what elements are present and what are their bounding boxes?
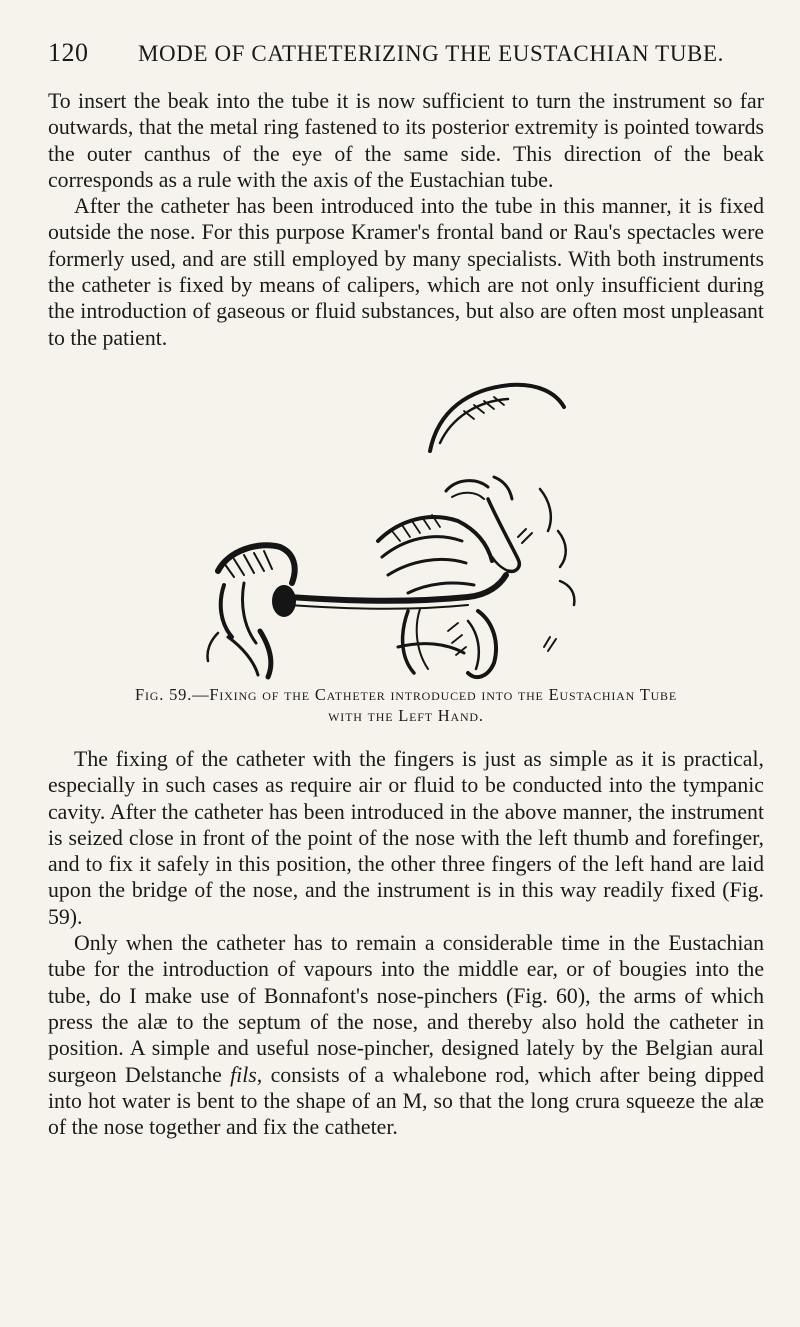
figure-caption-line-1: Fig. 59.—Fixing of the Catheter introduced into the Eustachian Tube xyxy=(135,684,677,704)
paragraph-4 xyxy=(48,930,764,1140)
paragraph-2: After the catheter has been introduced into the tube in this manner, it is fixed outside the nose. For this purpose Kramer's frontal band or Rau's spectacles were formerly used, and are still employed by many specialists. With both instruments the catheter is fixed by means of calipers, which are not only insufficient during the introduction of gaseous or fluid substances, but also are often most unpleasant to the patient. xyxy=(48,194,764,350)
paragraph-4-text-before: Only when the catheter has to remain a considerable time in the Eustachian tube for the introduction of vapours into the middle ear, or of bougies into the tube, do I make use of Bonnafont's nose-pinchers (Fig. 60), the arms of which press the alæ to the septum of the nose, and thereby also hold the catheter in position. A simple and useful nose-pincher, designed lately by the Belgian aural surgeon Delstanche xyxy=(48,931,764,1087)
figure-caption-line-2: with the Left Hand. xyxy=(328,705,484,725)
running-head xyxy=(48,38,764,78)
paragraph-4-text-after: , consists of a whalebone rod, which after being dipped into hot water is bent to the shape of an M, so that the long crura squeeze the alæ of the nose together and fix the catheter. xyxy=(48,1062,764,1140)
book-page xyxy=(48,38,764,1140)
paragraph-3: The fixing of the catheter with the fingers is just as simple as it is practical, especially in such cases as require air or fluid to be conducted into the tympanic cavity. After the catheter has been introduced in the above manner, the instrument is seized close in front of the point of the nose with the left thumb and forefinger, and to fix it safely in this position, the other three fingers of the left hand are laid upon the bridge of the nose, and the instrument is in this way readily fixed (Fig. 59). xyxy=(48,746,764,929)
figure-caption xyxy=(48,684,764,726)
paragraph-4-italic-fils: fils xyxy=(230,1062,257,1087)
running-title: MODE OF CATHETERIZING THE EUSTACHIAN TUBE. xyxy=(138,41,724,66)
figure-59-illustration xyxy=(48,371,764,684)
page-number: 120 xyxy=(48,38,89,67)
paragraph-1: To insert the beak into the tube it is now sufficient to turn the instrument so far outwards, that the metal ring fastened to its posterior extremity is pointed towards the outer canthus of the eye of the same side. This direction of the beak corresponds as a rule with the axis of the Eustachian tube. xyxy=(48,89,764,192)
